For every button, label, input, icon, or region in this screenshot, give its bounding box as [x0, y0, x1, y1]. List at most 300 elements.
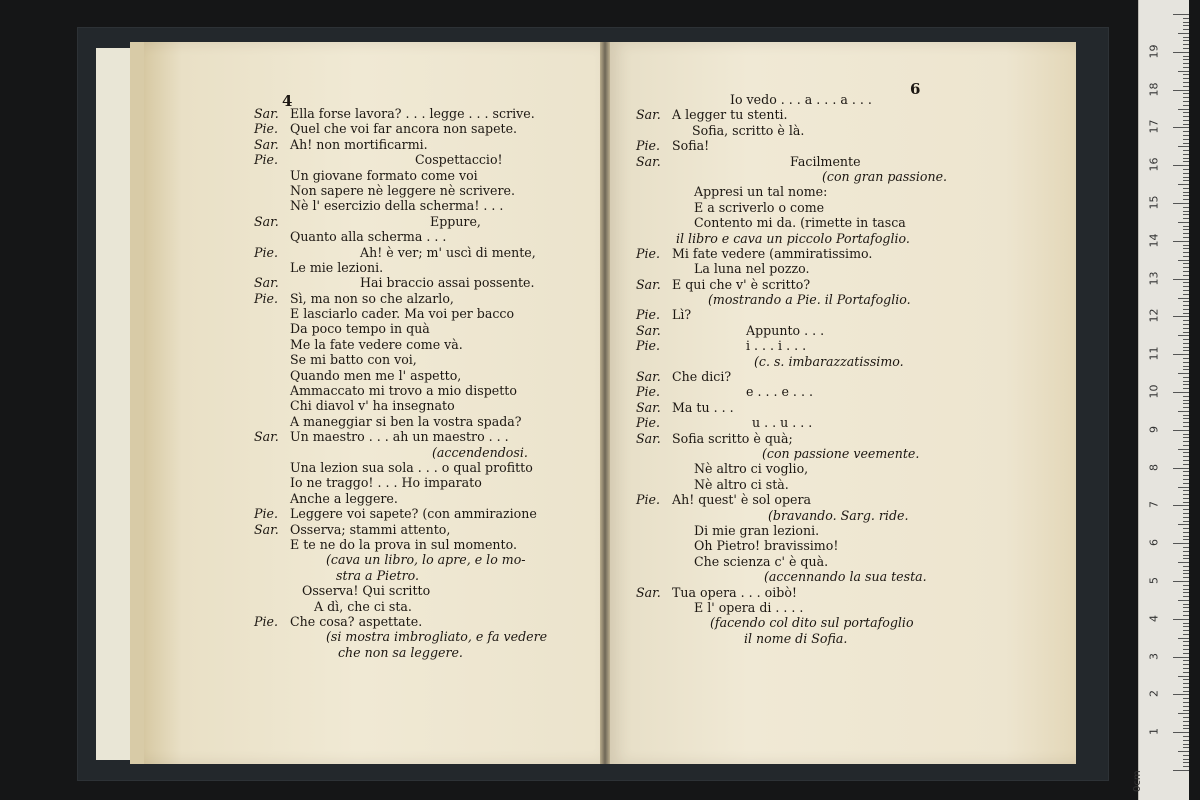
speaker-label: Sar. — [254, 429, 279, 445]
ruler-number: 7 — [1147, 501, 1161, 509]
ruler-tick — [1183, 97, 1189, 98]
ruler-tick — [1173, 14, 1189, 15]
dialogue-text: Ammaccato mi trovo a mio dispetto — [290, 383, 517, 399]
ruler-tick — [1183, 320, 1189, 321]
right-page — [608, 42, 1076, 764]
ruler-tick — [1178, 524, 1189, 525]
ruler-tick — [1183, 324, 1189, 325]
ruler-tick — [1183, 248, 1189, 249]
ruler-number: 12 — [1147, 308, 1161, 323]
ruler-number: 11 — [1147, 346, 1161, 361]
ruler-tick — [1183, 547, 1189, 548]
verse-line — [636, 600, 1104, 615]
ruler-tick — [1183, 766, 1189, 767]
ruler-number: 15 — [1147, 195, 1161, 210]
ruler-tick — [1183, 536, 1189, 537]
ruler-tick — [1183, 634, 1189, 635]
ruler-number: 19 — [1147, 44, 1161, 59]
ruler-tick — [1183, 131, 1189, 132]
verse-line — [636, 461, 1104, 476]
ruler-tick — [1183, 188, 1189, 189]
verse-line — [636, 400, 1104, 415]
ruler-tick — [1183, 135, 1189, 136]
ruler-tick — [1178, 676, 1189, 677]
ruler-tick — [1183, 105, 1189, 106]
speaker-label: Pie. — [636, 138, 660, 154]
ruler-tick — [1183, 747, 1189, 748]
ruler-tick — [1183, 475, 1189, 476]
ruler-number: 16 — [1147, 157, 1161, 172]
ruler-tick — [1183, 195, 1189, 196]
ruler-tick — [1183, 471, 1189, 472]
left-page — [130, 42, 618, 764]
ruler-tick — [1183, 566, 1189, 567]
ruler-tick — [1183, 759, 1189, 760]
verse-line — [636, 92, 1104, 107]
dialogue-text: Nè altro ci voglio, — [694, 461, 809, 477]
verse-line — [636, 261, 1104, 276]
dialogue-text: Quel che voi far ancora non sapete. — [290, 121, 518, 137]
verse-line — [636, 107, 1104, 122]
ruler-tick — [1173, 127, 1189, 128]
verse-line — [636, 169, 1104, 184]
dialogue-text: Ma tu . . . — [672, 399, 734, 415]
ruler-tick — [1183, 521, 1189, 522]
ruler-tick — [1183, 169, 1189, 170]
ruler-tick — [1183, 502, 1189, 503]
ruler-tick — [1183, 101, 1189, 102]
ruler-tick — [1183, 452, 1189, 453]
ruler-tick — [1183, 721, 1189, 722]
dialogue-text: E a scriverlo o come — [694, 199, 825, 215]
ruler-tick — [1183, 706, 1189, 707]
ruler-tick — [1183, 539, 1189, 540]
ruler-tick — [1183, 74, 1189, 75]
ruler-tick — [1183, 294, 1189, 295]
verse-line — [636, 477, 1104, 492]
ruler-tick — [1183, 490, 1189, 491]
ruler-tick — [1183, 668, 1189, 669]
ruler-tick — [1183, 630, 1189, 631]
dialogue-text: Mi fate vedere (ammiratissimo. — [672, 245, 873, 261]
speaker-label: Pie. — [254, 121, 278, 137]
ruler-tick — [1183, 139, 1189, 140]
ruler-number: 17 — [1147, 119, 1161, 134]
ruler-tick — [1178, 33, 1189, 34]
ruler-number: 3 — [1147, 652, 1161, 660]
ruler-tick — [1183, 687, 1189, 688]
dialogue-text: A dì, che ci sta. — [314, 598, 412, 614]
dialogue-text: Le mie lezioni. — [290, 259, 384, 275]
ruler-tick — [1178, 751, 1189, 752]
ruler-tick — [1173, 619, 1189, 620]
ruler-tick — [1183, 755, 1189, 756]
ruler-tick — [1183, 426, 1189, 427]
ruler-tick — [1183, 551, 1189, 552]
ruler-tick — [1183, 728, 1189, 729]
speaker-label: Sar. — [254, 521, 279, 537]
dialogue-text: Oh Pietro! bravissimo! — [694, 538, 839, 554]
dialogue-text: Un maestro . . . ah un maestro . . . — [290, 429, 509, 445]
ruler-tick — [1183, 328, 1189, 329]
ruler-number: 2 — [1147, 690, 1161, 698]
dialogue-text: Anche a leggere. — [290, 490, 398, 506]
ruler-tick — [1183, 180, 1189, 181]
ruler-tick — [1183, 589, 1189, 590]
ruler-tick — [1183, 40, 1189, 41]
ruler-tick — [1178, 184, 1189, 185]
dialogue-text: A maneggiar si ben la vostra spada? — [290, 413, 522, 429]
ruler-tick — [1183, 381, 1189, 382]
dialogue-text: Leggere voi sapete? (con ammirazione — [290, 506, 537, 522]
dialogue-text: A legger tu stenti. — [672, 107, 788, 123]
ruler-tick — [1173, 694, 1189, 695]
stage-direction: (accendendosi. — [432, 444, 528, 460]
dialogue-text: Che cosa? aspettate. — [290, 613, 423, 629]
ruler-tick — [1178, 146, 1189, 147]
ruler-tick — [1183, 305, 1189, 306]
dialogue-text: i . . . i . . . — [746, 338, 807, 354]
dialogue-text: La luna nel pozzo. — [694, 261, 810, 277]
ruler-tick — [1173, 203, 1189, 204]
ruler-tick — [1183, 660, 1189, 661]
ruler-tick — [1178, 109, 1189, 110]
left-page-number: 4 — [282, 92, 293, 110]
verse-line — [636, 338, 1104, 353]
dialogue-text: Quando men me l' aspetto, — [290, 367, 462, 383]
ruler-tick — [1183, 607, 1189, 608]
ruler-tick — [1183, 570, 1189, 571]
ruler-tick — [1183, 573, 1189, 574]
ruler-tick — [1183, 37, 1189, 38]
ruler-tick — [1183, 403, 1189, 404]
ruler-tick — [1178, 713, 1189, 714]
ruler-tick — [1183, 233, 1189, 234]
ruler-tick — [1183, 358, 1189, 359]
ruler-tick — [1183, 702, 1189, 703]
dialogue-text: Nè altro ci stà. — [694, 476, 789, 492]
speaker-label: Pie. — [636, 338, 660, 354]
ruler-tick — [1183, 143, 1189, 144]
ruler-tick — [1183, 218, 1189, 219]
ruler-tick — [1183, 513, 1189, 514]
dialogue-text: Contento mi da. (rimette in tasca — [694, 215, 906, 231]
ruler-tick — [1178, 487, 1189, 488]
ruler-tick — [1183, 59, 1189, 60]
ruler-tick — [1178, 562, 1189, 563]
verse-line — [636, 415, 1104, 430]
ruler-tick — [1183, 252, 1189, 253]
dialogue-text: Sofia scritto è quà; — [672, 430, 793, 446]
ruler-tick — [1183, 44, 1189, 45]
dialogue-text: Ah! è ver; m' uscì di mente, — [360, 244, 536, 260]
speaker-label: Sar. — [636, 322, 661, 338]
ruler-tick — [1183, 267, 1189, 268]
verse-line — [636, 215, 1104, 230]
ruler-tick — [1183, 313, 1189, 314]
dialogue-text: Hai braccio assai possente. — [360, 275, 535, 291]
verse-line — [636, 231, 1104, 246]
ruler-tick — [1173, 543, 1189, 544]
ruler-tick — [1183, 683, 1189, 684]
dialogue-text: Una lezion sua sola . . . o qual profitto — [290, 459, 533, 475]
ruler-tick — [1173, 279, 1189, 280]
ruler-tick — [1183, 649, 1189, 650]
dialogue-text: Sofia, scritto è là. — [692, 122, 805, 138]
dialogue-text: E lasciarlo cader. Ma voi per bacco — [290, 306, 515, 322]
ruler-tick — [1183, 29, 1189, 30]
dialogue-text: E qui che v' è scritto? — [672, 276, 811, 292]
ruler-tick — [1183, 120, 1189, 121]
speaker-label: Pie. — [636, 245, 660, 261]
speaker-label: Sar. — [636, 369, 661, 385]
verse-line — [636, 307, 1104, 322]
ruler-number: 6 — [1147, 539, 1161, 547]
verse-line — [636, 538, 1104, 553]
ruler-tick — [1183, 434, 1189, 435]
ruler-tick — [1183, 350, 1189, 351]
ruler-tick — [1178, 638, 1189, 639]
ruler-tick — [1183, 691, 1189, 692]
ruler-tick — [1183, 256, 1189, 257]
ruler-tick — [1183, 290, 1189, 291]
ruler-tick — [1183, 577, 1189, 578]
ruler-tick — [1183, 762, 1189, 763]
ruler-tick — [1183, 154, 1189, 155]
speaker-label: Pie. — [636, 307, 660, 323]
speaker-label: Pie. — [636, 492, 660, 508]
speaker-label: Sar. — [254, 213, 279, 229]
ruler-tick — [1183, 596, 1189, 597]
ruler-tick — [1183, 717, 1189, 718]
ruler-tick — [1183, 400, 1189, 401]
ruler-tick — [1183, 483, 1189, 484]
dialogue-text: Sì, ma non so che alzarlo, — [290, 290, 454, 306]
verse-line — [636, 138, 1104, 153]
ruler-tick — [1183, 422, 1189, 423]
dialogue-text: Sofia! — [672, 138, 710, 154]
dialogue-text: Lì? — [672, 307, 692, 323]
dialogue-text: Eppure, — [430, 213, 481, 229]
ruler-tick — [1183, 377, 1189, 378]
ruler-tick — [1183, 672, 1189, 673]
ruler-unit-label: 0cm — [1132, 770, 1143, 792]
ruler-tick — [1173, 316, 1189, 317]
dialogue-text: Che dici? — [672, 369, 732, 385]
ruler-number: 1 — [1147, 728, 1161, 736]
verse-line — [636, 585, 1104, 600]
speaker-label: Sar. — [636, 584, 661, 600]
ruler-tick — [1183, 456, 1189, 457]
dialogue-text: E te ne do la prova in sul momento. — [290, 536, 517, 552]
ruler-tick — [1183, 494, 1189, 495]
ruler-tick — [1183, 441, 1189, 442]
ruler-tick — [1183, 736, 1189, 737]
ruler-tick — [1183, 263, 1189, 264]
dialogue-text: E l' opera di . . . . — [694, 599, 804, 615]
dialogue-text: Ah! quest' è sol opera — [672, 492, 812, 508]
ruler-tick — [1183, 309, 1189, 310]
ruler-tick — [1183, 286, 1189, 287]
ruler-tick — [1183, 555, 1189, 556]
ruler-number: 14 — [1147, 233, 1161, 248]
verse-line — [636, 523, 1104, 538]
verse-line — [636, 277, 1104, 292]
stage-direction: (c. s. imbarazzatissimo. — [754, 353, 904, 369]
dialogue-text: Nè l' esercizio della scherma! . . . — [290, 198, 504, 214]
stage-direction: (cava un libro, lo apre, e lo mo- — [326, 552, 526, 568]
dialogue-text: e . . . e . . . — [746, 384, 813, 400]
speaker-label: Pie. — [254, 613, 278, 629]
dialogue-text: Cospettaccio! — [415, 152, 503, 168]
speaker-label: Pie. — [254, 244, 278, 260]
book-gutter — [600, 42, 610, 764]
ruler-tick — [1178, 411, 1189, 412]
ruler-tick — [1183, 615, 1189, 616]
speaker-label: Pie. — [254, 290, 278, 306]
ruler-tick — [1183, 418, 1189, 419]
ruler-tick — [1183, 653, 1189, 654]
dialogue-text: Io ne traggo! . . . Ho imparato — [290, 475, 482, 491]
ruler-tick — [1183, 740, 1189, 741]
stage-direction: (con gran passione. — [822, 168, 948, 184]
ruler-tick — [1178, 373, 1189, 374]
ruler-tick — [1183, 744, 1189, 745]
ruler-tick — [1183, 301, 1189, 302]
speaker-label: Sar. — [636, 153, 661, 169]
verse-line — [636, 123, 1104, 138]
stage-direction: (mostrando a Pie. il Portafoglio. — [708, 292, 911, 308]
verse-line — [636, 323, 1104, 338]
dialogue-text: Di mie gran lezioni. — [694, 522, 820, 538]
ruler-tick — [1183, 664, 1189, 665]
ruler-tick — [1183, 604, 1189, 605]
ruler-tick — [1178, 71, 1189, 72]
speaker-label: Sar. — [254, 275, 279, 291]
dialogue-text: Me la fate vedere come và. — [290, 336, 463, 352]
ruler-tick — [1183, 116, 1189, 117]
ruler-tick — [1183, 18, 1189, 19]
dialogue-text: Quanto alla scherma . . . — [290, 229, 447, 245]
ruler-tick — [1173, 392, 1189, 393]
ruler-tick — [1183, 112, 1189, 113]
verse-line — [636, 200, 1104, 215]
ruler-tick — [1183, 396, 1189, 397]
dialogue-text: u . . u . . . — [752, 415, 813, 431]
ruler-tick — [1183, 585, 1189, 586]
speaker-label: Pie. — [636, 415, 660, 431]
ruler-tick — [1183, 415, 1189, 416]
dialogue-text: Appunto . . . — [746, 322, 825, 338]
dialogue-text: Io vedo . . . a . . . a . . . — [730, 92, 872, 107]
ruler-tick — [1183, 275, 1189, 276]
dialogue-text: Un giovane formato come voi — [290, 167, 478, 183]
ruler-tick — [1183, 282, 1189, 283]
ruler-tick — [1183, 56, 1189, 57]
ruler-tick — [1178, 600, 1189, 601]
verse-line — [636, 631, 1104, 646]
ruler-tick — [1173, 581, 1189, 582]
ruler-tick — [1183, 460, 1189, 461]
ruler-tick — [1183, 528, 1189, 529]
ruler-tick — [1183, 725, 1189, 726]
ruler-tick — [1183, 161, 1189, 162]
ruler-tick — [1183, 177, 1189, 178]
ruler-tick — [1183, 384, 1189, 385]
stage-direction: (con passione veemente. — [762, 445, 920, 461]
ruler-tick — [1183, 679, 1189, 680]
ruler-tick — [1183, 369, 1189, 370]
ruler-number: 10 — [1147, 384, 1161, 399]
speaker-label: Pie. — [254, 506, 278, 522]
ruler-tick — [1183, 437, 1189, 438]
speaker-label: Sar. — [254, 106, 279, 121]
ruler-tick — [1183, 229, 1189, 230]
ruler-tick — [1183, 558, 1189, 559]
verse-line — [636, 569, 1104, 584]
ruler-tick — [1173, 430, 1189, 431]
speaker-label: Sar. — [636, 430, 661, 446]
ruler-tick — [1183, 124, 1189, 125]
ruler-tick — [1183, 388, 1189, 389]
speaker-label: Pie. — [636, 384, 660, 400]
ruler-tick — [1183, 366, 1189, 367]
verse-line — [636, 154, 1104, 169]
verse-line — [636, 554, 1104, 569]
ruler-number: 4 — [1147, 614, 1161, 622]
ruler-tick — [1183, 464, 1189, 465]
ruler-tick — [1183, 509, 1189, 510]
dialogue-text: Da poco tempo in quà — [290, 321, 430, 337]
ruler-tick — [1173, 770, 1189, 771]
ruler-tick — [1183, 63, 1189, 64]
ruler-tick — [1183, 67, 1189, 68]
ruler-tick — [1178, 298, 1189, 299]
verse-line — [636, 431, 1104, 446]
dialogue-text: Appresi un tal nome: — [694, 184, 828, 200]
ruler-tick — [1183, 362, 1189, 363]
ruler-tick — [1183, 445, 1189, 446]
ruler-tick — [1183, 517, 1189, 518]
verse-line — [636, 384, 1104, 399]
ruler-tick — [1183, 623, 1189, 624]
ruler-tick — [1183, 347, 1189, 348]
ruler-tick — [1183, 332, 1189, 333]
dialogue-text: Chi diavol v' ha insegnato — [290, 398, 455, 414]
ruler-tick — [1183, 626, 1189, 627]
stage-direction: che non sa leggere. — [338, 644, 463, 660]
ruler-tick — [1173, 657, 1189, 658]
stage-direction: (si mostra imbrogliato, e fa vedere — [326, 629, 548, 645]
ruler-tick — [1183, 592, 1189, 593]
ruler-tick — [1173, 52, 1189, 53]
speaker-label: Sar. — [636, 276, 661, 292]
ruler-tick — [1183, 207, 1189, 208]
ruler-number: 9 — [1147, 425, 1161, 433]
ruler-tick — [1183, 25, 1189, 26]
ruler-tick — [1173, 165, 1189, 166]
dialogue-text: Che scienza c' è quà. — [694, 553, 829, 569]
ruler-tick — [1183, 150, 1189, 151]
speaker-label: Pie. — [254, 152, 278, 168]
ruler-tick — [1178, 335, 1189, 336]
ruler-tick — [1183, 82, 1189, 83]
ruler-number: 5 — [1147, 577, 1161, 584]
speaker-label: Sar. — [254, 136, 279, 152]
verse-line — [636, 615, 1104, 630]
verse-line — [636, 508, 1104, 523]
ruler-tick — [1183, 645, 1189, 646]
